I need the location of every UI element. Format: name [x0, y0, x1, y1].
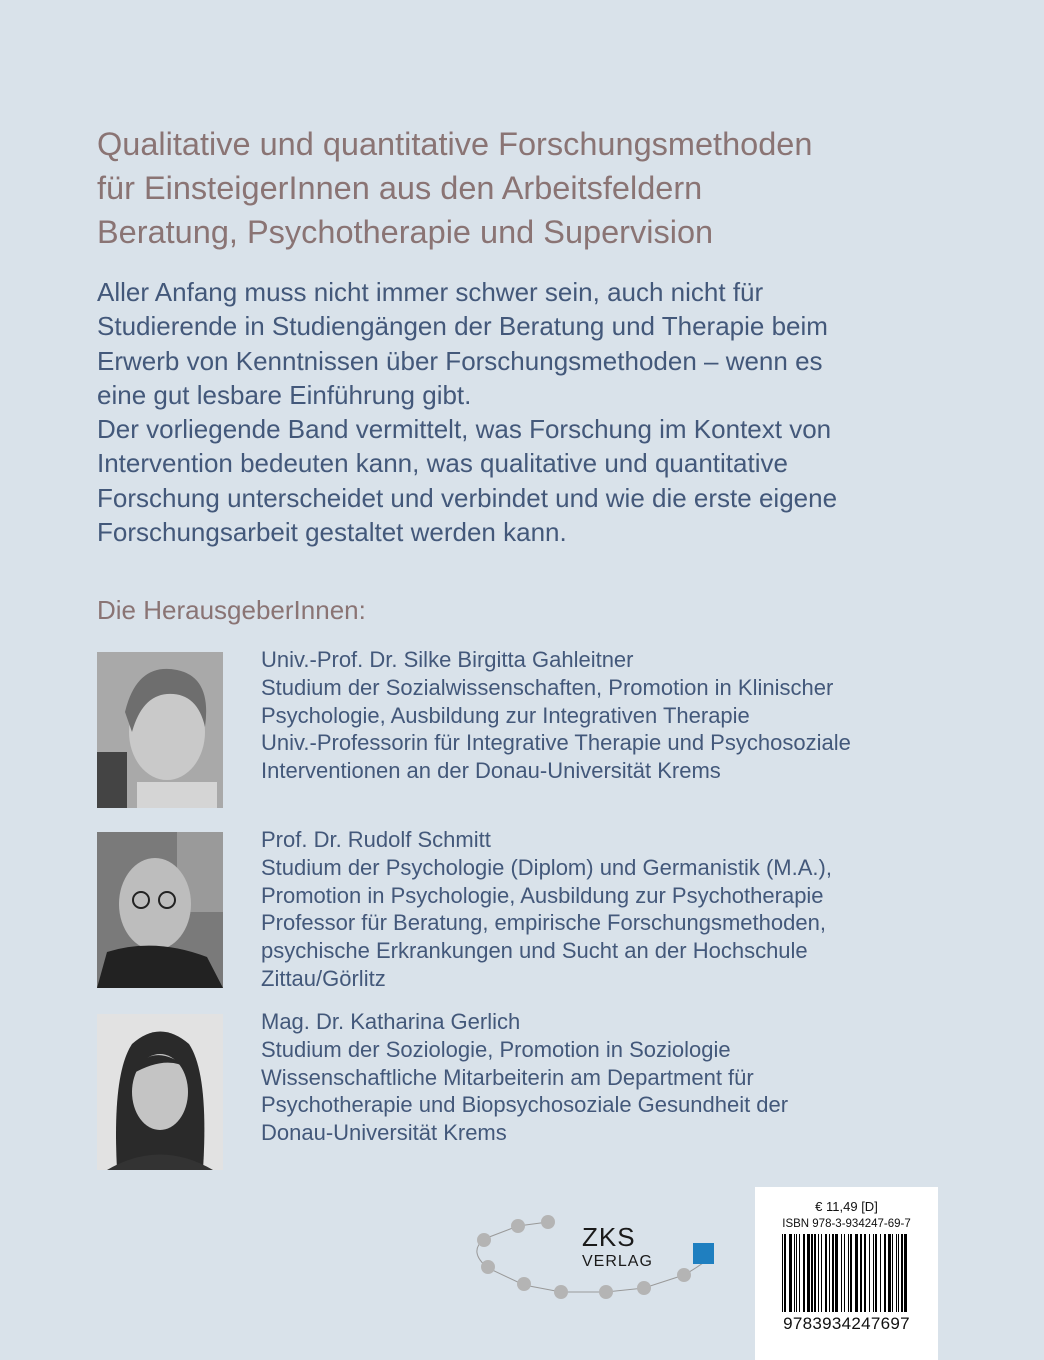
publisher-name: ZKS: [582, 1222, 636, 1252]
price-label: € 11,49 [D]: [815, 1199, 878, 1214]
heading-line: für EinsteigerInnen aus den Arbeitsfeldern: [97, 170, 703, 206]
author-bio-line: Studium der Sozialwissenschaften, Promotion in Klinischer: [261, 674, 834, 700]
barcode-bar: [864, 1234, 866, 1312]
heading-line: Beratung, Psychotherapie und Supervision: [97, 214, 714, 250]
barcode-bar: [860, 1234, 862, 1312]
barcode-bar: [892, 1234, 893, 1312]
barcode-bar: [807, 1234, 810, 1312]
publisher-logo: [462, 1210, 722, 1310]
author-bio-line: psychische Erkrankungen und Sucht an der Hochschule: [261, 938, 808, 964]
blurb-line: Forschungsarbeit gestaltet werden kann.: [97, 517, 567, 548]
ean-number: 9783934247697: [783, 1314, 910, 1333]
barcode-bar: [811, 1234, 813, 1312]
barcode-bar: [789, 1234, 792, 1312]
barcode-bar: [799, 1234, 800, 1312]
author-name: Univ.-Prof. Dr. Silke Birgitta Gahleitner: [261, 647, 634, 672]
barcode-bar: [796, 1234, 797, 1312]
blurb-line: Studierende in Studiengängen der Beratung und Therapie beim: [97, 311, 828, 342]
author-bio-line: Wissenschaftliche Mitarbeiterin am Department für: [261, 1064, 754, 1090]
barcode-bar: [803, 1234, 805, 1312]
author-bio-line: Studium der Psychologie (Diplom) und Germanistik (M.A.),: [261, 854, 832, 880]
blurb-paragraph: [97, 275, 837, 549]
barcode-bar: [884, 1234, 886, 1312]
barcode-bar: [832, 1234, 834, 1312]
barcode-bar: [825, 1234, 827, 1312]
barcode-bar: [794, 1234, 795, 1312]
publisher-logo-graphic: [462, 1210, 722, 1310]
barcode-bar: [880, 1234, 881, 1312]
author-bio-line: Promotion in Psychologie, Ausbildung zur Psychotherapie: [261, 882, 824, 908]
barcode-bar: [873, 1234, 874, 1312]
author-photo: [97, 652, 223, 808]
barcode-bar: [841, 1234, 842, 1312]
blurb-line: Der vorliegende Band vermittelt, was Forschung im Kontext von: [97, 414, 832, 445]
blurb-line: eine gut lesbare Einführung gibt.: [97, 379, 472, 410]
barcode-bar: [896, 1234, 897, 1312]
blurb-line: Intervention bedeuten kann, was qualitative und quantitative: [97, 448, 788, 479]
author-entry: [97, 1009, 937, 1174]
author-bio-line: Psychotherapie und Biopsychosoziale Gesundheit der: [261, 1092, 789, 1118]
barcode-bar: [888, 1234, 891, 1312]
author-bio: [261, 1008, 788, 1147]
author-bio-line: Zittau/Görlitz: [261, 965, 386, 991]
author-bio: [261, 826, 832, 993]
barcode-bar: [782, 1234, 783, 1312]
blurb-line: Forschung unterscheidet und verbindet und wie die erste eigene: [97, 482, 838, 513]
author-bio-line: Professor für Beratung, empirische Forschungsmethoden,: [261, 910, 826, 936]
barcode-bar: [869, 1234, 870, 1312]
blurb-line: Aller Anfang muss nicht immer schwer sein, auch nicht für: [97, 277, 764, 307]
barcode-bar: [818, 1234, 819, 1312]
barcode-bar: [901, 1234, 903, 1312]
author-bio-line: Interventionen an der Donau-Universität Krems: [261, 758, 721, 784]
author-photo: [97, 1014, 223, 1170]
book-subtitle-heading: [97, 122, 812, 254]
isbn-label: ISBN 978-3-934247-69-7: [782, 1218, 911, 1230]
author-bio-line: Donau-Universität Krems: [261, 1120, 507, 1146]
barcode-bar: [898, 1234, 899, 1312]
barcode-bar: [829, 1234, 830, 1312]
editors-heading: Die HerausgeberInnen:: [97, 595, 366, 625]
author-entry: [97, 827, 937, 992]
blurb-line: Erwerb von Kenntnissen über Forschungsmethoden – wenn es: [97, 345, 823, 376]
barcode-icon: [782, 1234, 912, 1312]
author-bio: [261, 646, 851, 785]
author-photo: [97, 832, 223, 988]
barcode-bar: [875, 1234, 877, 1312]
author-entry: [97, 647, 937, 812]
author-bio-line: Univ.-Professorin für Integrative Therapie und Psychosoziale: [261, 730, 851, 756]
author-name: Mag. Dr. Katharina Gerlich: [261, 1009, 521, 1034]
author-name: Prof. Dr. Rudolf Schmitt: [261, 827, 491, 852]
barcode-panel: [755, 1187, 938, 1360]
heading-line: Qualitative und quantitative Forschungsmethoden: [97, 126, 813, 162]
barcode-bar: [784, 1234, 786, 1312]
barcode-bar: [835, 1234, 838, 1312]
barcode-bar: [814, 1234, 816, 1312]
publisher-sub: VERLAG: [582, 1253, 653, 1270]
barcode-bar: [821, 1234, 822, 1312]
barcode-bar: [855, 1234, 858, 1312]
author-bio-line: Studium der Soziologie, Promotion in Soziologie: [261, 1036, 731, 1062]
barcode-bar: [850, 1234, 852, 1312]
barcode-bar: [904, 1234, 907, 1312]
barcode-bar: [848, 1234, 849, 1312]
author-bio-line: Psychologie, Ausbildung zur Integrativen Therapie: [261, 702, 750, 728]
barcode-bar: [844, 1234, 845, 1312]
